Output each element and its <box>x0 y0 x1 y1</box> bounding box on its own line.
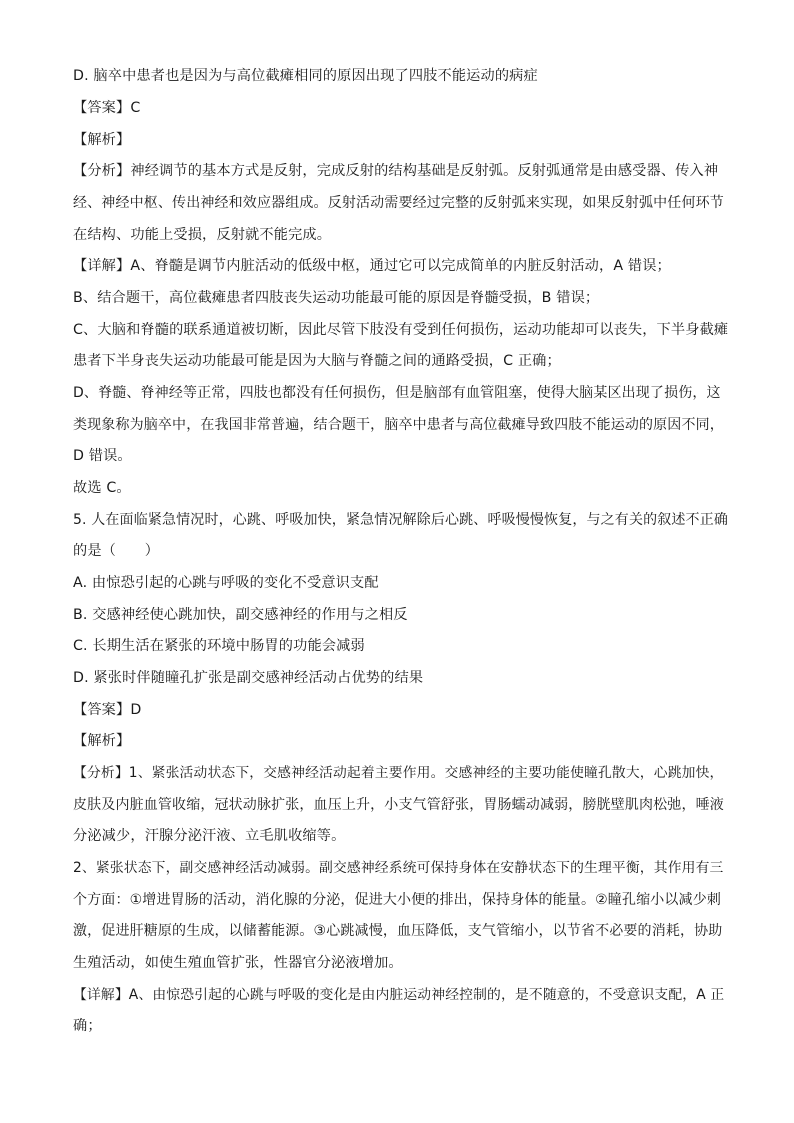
analysis-text-2e: 个方面：①增进胃肠的活动，消化腺的分泌，促进大小便的排出，保持身体的能量。②瞳孔缩小以减少刺 <box>73 892 721 908</box>
detail-c-1b: 患者下半身丧失运动功能最可能是因为大脑与脊髓之间的通路受损，C 正确； <box>73 353 561 369</box>
question-5-stem-a: 5. 人在面临紧急情况时，心跳、呼吸加快，紧急情况解除后心跳、呼吸慢慢恢复，与之有关的叙述不正确 <box>73 512 729 528</box>
conclusion-1: 故选 C。 <box>73 480 131 496</box>
option-d: D. 紧张时伴随瞳孔扩张是副交感神经活动占优势的结果 <box>73 670 424 686</box>
detail-a-2a: 【详解】A、由惊恐引起的心跳与呼吸的变化是由内脏运动神经控制的，是不随意的，不受意识支配，A 正 <box>73 987 725 1003</box>
answer-label-1: 【答案】C <box>73 100 141 116</box>
analysis-text-1c: 在结构、功能上受损，反射就不能完成。 <box>73 227 332 243</box>
analysis-text-2f: 激，促进肝糖原的生成，以储蓄能源。③心跳减慢，血压降低，支气管缩小，以节省不必要的消耗，协助 <box>73 923 723 939</box>
analysis-heading-1: 【解析】 <box>73 132 131 148</box>
detail-a-2b: 确； <box>73 1018 102 1034</box>
option-c: C. 长期生活在紧张的环境中肠胃的功能会减弱 <box>73 638 365 654</box>
option-b: B. 交感神经使心跳加快，副交感神经的作用与之相反 <box>73 607 408 623</box>
analysis-text-2g: 生殖活动，如使生殖血管扩张，性器官分泌液增加。 <box>73 955 403 971</box>
detail-b-1: B、结合题干，高位截瘫患者四肢丧失运动功能最可能的原因是脊髓受损，B 错误； <box>73 290 600 306</box>
detail-d-1a: D、脊髓、脊神经等正常，四肢也都没有任何损伤，但是脑部有血管阻塞，使得大脑某区出现了损伤，这 <box>73 385 721 401</box>
answer-label-2: 【答案】D <box>73 702 142 718</box>
detail-c-1a: C、大脑和脊髓的联系通道被切断，因此尽管下肢没有受到任何损伤，运动功能却可以丧失，下半身截瘫 <box>73 322 729 338</box>
analysis-text-1a: 【分析】神经调节的基本方式是反射，完成反射的结构基础是反射弧。反射弧通常是由感受器、传入神 <box>73 163 719 179</box>
detail-a-1: 【详解】A、脊髓是调节内脏活动的低级中枢，通过它可以完成简单的内脏反射活动，A 错误； <box>73 258 671 274</box>
option-d-previous: D. 脑卒中患者也是因为与高位截瘫相同的原因出现了四肢不能运动的病症 <box>73 68 538 84</box>
analysis-text-2b: 皮肤及内脏血管收缩，冠状动脉扩张，血压上升，小支气管舒张，胃肠蠕动减弱，膀胱壁肌肉松弛，唾液 <box>73 797 724 813</box>
analysis-text-2d: 2、紧张状态下，副交感神经活动减弱。副交感神经系统可保持身体在安静状态下的生理平衡，其作用有三 <box>73 860 724 876</box>
detail-d-1b: 类现象称为脑卒中，在我国非常普遍，结合题干，脑卒中患者与高位截瘫导致四肢不能运动的原因不同， <box>73 417 724 433</box>
detail-d-1c: D 错误。 <box>73 448 132 464</box>
analysis-text-2a: 【分析】1、紧张活动状态下，交感神经活动起着主要作用。交感神经的主要功能使瞳孔散大，心跳加快， <box>73 765 724 781</box>
question-5-stem-b: 的是（ ） <box>73 543 160 559</box>
option-a: A. 由惊恐引起的心跳与呼吸的变化不受意识支配 <box>73 575 379 591</box>
analysis-text-2c: 分泌减少，汗腺分泌汗液、立毛肌收缩等。 <box>73 828 346 844</box>
analysis-text-1b: 经、神经中枢、传出神经和效应器组成。反射活动需要经过完整的反射弧来实现，如果反射弧中任何环节 <box>73 195 724 211</box>
analysis-heading-2: 【解析】 <box>73 733 131 749</box>
